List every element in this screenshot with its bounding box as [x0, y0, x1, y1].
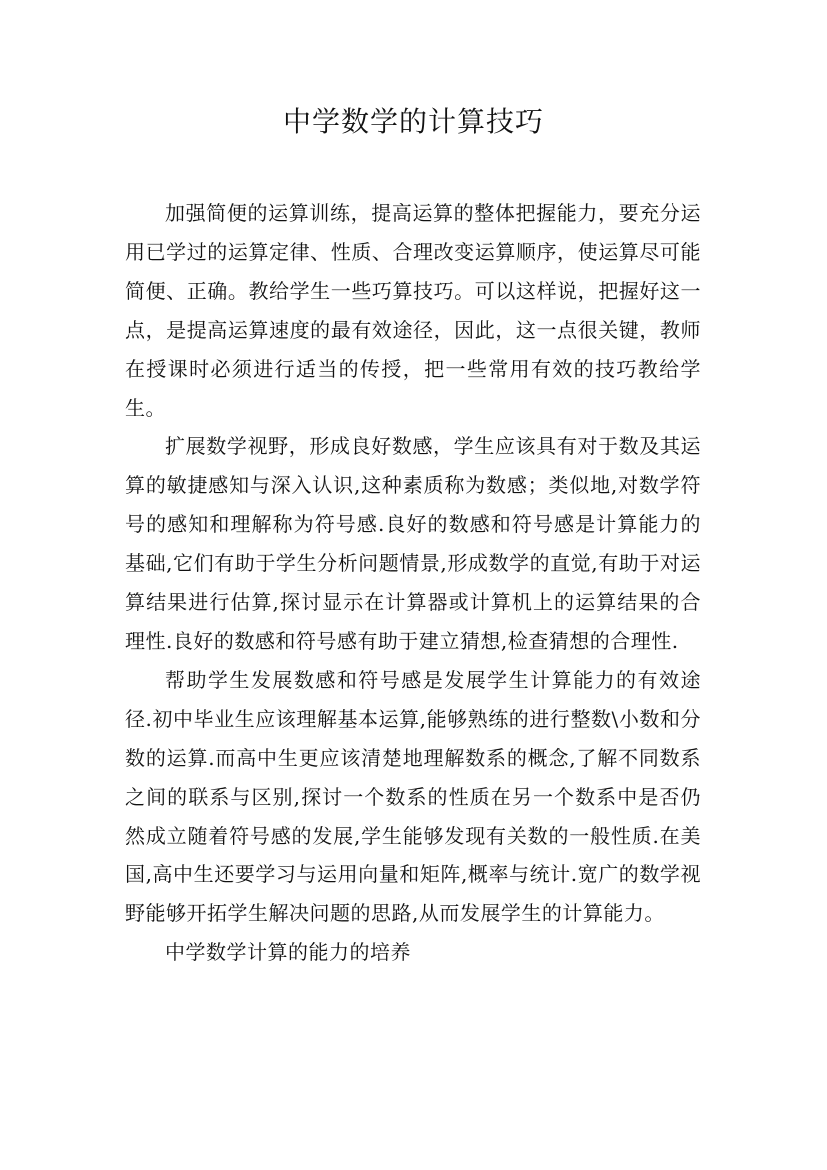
section-subheading: 中学数学计算的能力的培养 [165, 940, 411, 965]
paragraph-2: 扩展数学视野，形成良好数感，学生应该具有对于数及其运算的敏捷感知与深入认识,这种素质称为数感；类似地,对数学符号的感知和理解称为符号感.良好的数感和符号感是计算能力的基础,它们有助于学生分析问题情景,形成数学的直觉,有助于对运算结果进行估算,探讨显示在计算器或计算机上的运算结果的合理性.良好的数感和符号感有助于建立猜想,检查猜想的合理性. [125, 434, 701, 653]
paragraph-1: 加强简便的运算训练，提高运算的整体把握能力，要充分运用已学过的运算定律、性质、合理改变运算顺序，使运算尽可能简便、正确。教给学生一些巧算技巧。可以这样说，把握好这一点，是提高运算速度的最有效途径，因此，这一点很关键，教师在授课时必须进行适当的传授，把一些常用有效的技巧教给学生。 [125, 201, 701, 420]
paragraph-3: 帮助学生发展数感和符号感是发展学生计算能力的有效途径.初中毕业生应该理解基本运算,能够熟练的进行整数\小数和分数的运算.而高中生更应该清楚地理解数系的概念,了解不同数系之间的联系与区别,探讨一个数系的性质在另一个数系中是否仍然成立随着符号感的发展,学生能够发现有关数的一般性质.在美国,高中生还要学习与运用向量和矩阵,概率与统计.宽广的数学视野能够开拓学生解决问题的思路,从而发展学生的计算能力。 [125, 667, 701, 926]
document-body [125, 194, 701, 972]
document-title: 中学数学的计算技巧 [282, 105, 544, 138]
